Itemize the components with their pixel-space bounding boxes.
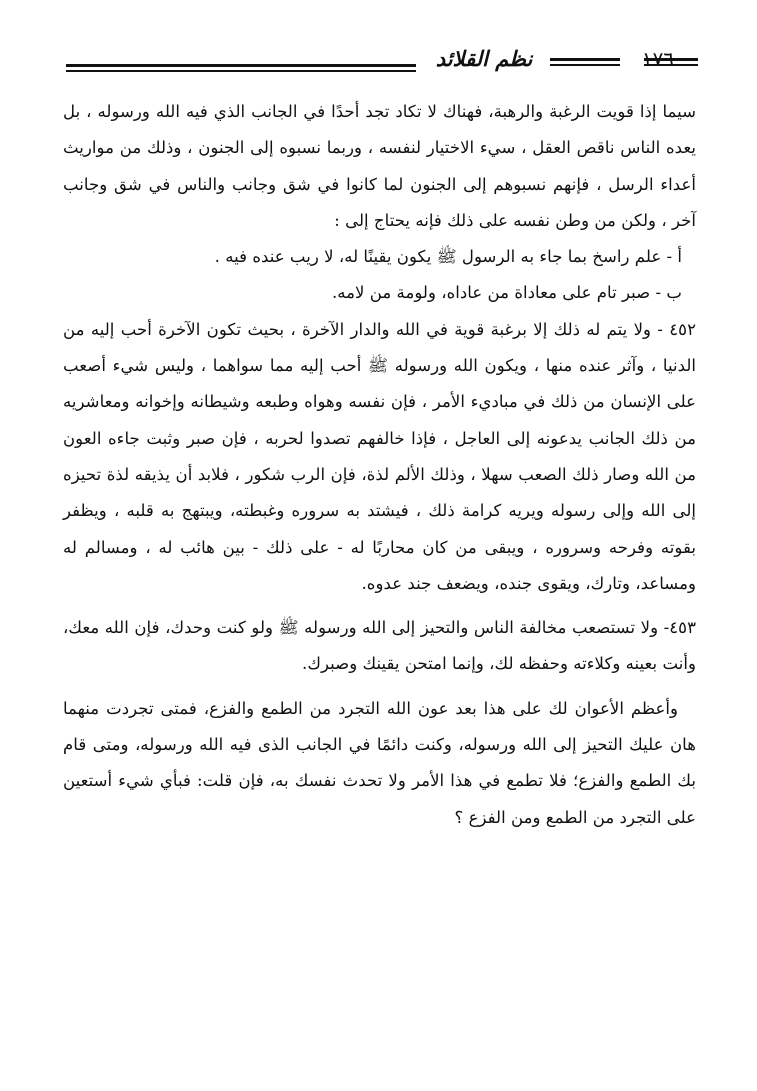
header-rule-mid-thick	[550, 58, 620, 61]
header-rule-left-thin	[66, 70, 416, 72]
paragraph-continuation: سيما إذا قويت الرغبة والرهبة، فهناك لا تكاد تجد أحدًا في الجانب الذي فيه الله ورسوله ، بل يعده الناس ناقص العقل ، سيء الاختيار لنفسه ، وربما نسبوه إلى الجنون ، وذلك من مواريث أعداء الرسل ، فإنهم نسبوهم إلى الجنون لما كانوا في شق وجانب والناس في شق وجانب آخر ، ولكن من وطن نفسه على ذلك فإنه يحتاج إلى :	[63, 102, 696, 230]
numbered-paragraph-453: ٤٥٣- ولا تستصعب مخالفة الناس والتحيز إلى الله ورسوله ﷺ ولو كنت وحدك، فإن الله معك، وأنت بعينه وكلاءته وحفظه لك، وإنما امتحن يقينك وصبرك.	[63, 618, 696, 674]
header-rule-mid-thin	[550, 64, 620, 66]
numbered-paragraph-452: ٤٥٢ - ولا يتم له ذلك إلا برغبة قوية في الله والدار الآخرة ، بحيث تكون الآخرة أحب إليه من الدنيا ، وآثر عنده منها ، ويكون الله ورسوله ﷺ أحب إليه مما سواهما ، وليس شيء أصعب على الإنسان من ذلك في مباديء الأمر ، فإن نفسه وهواه وطبعه وشيطانه وإخوانه ومعاشريه من ذلك الجانب يدعونه إلى العاجل ، فإذا خالفهم تصدوا لحربه ، فإن صبر وثبت جاءه العون من الله وصار ذلك الصعب سهلا ، وذلك الألم لذة، فإن الرب شكور ، فلابد أن يذيقه لذة تحيزه إلى الله وإلى رسوله ويريه كرامة ذلك ، فيشتد به سروره وغبطته، ويبتهج به قلبه ، ويظفر بقوته وفرحه وسروره ، ويبقى من كان محاربًا له - على ذلك - بين هائب له ، ومسالم له ومساعد، وتارك، ويقوى جنده، ويضعف جند عدوه.	[63, 319, 696, 593]
list-item-b: ب - صبر تام على معاداة من عاداه، ولومة من لامه.	[331, 283, 682, 303]
page-number: ١٧٦	[641, 47, 675, 71]
paragraph-final: وأعظم الأعوان لك على هذا بعد عون الله التجرد من الطمع والفزع، فمتى تجردت منهما هان عليك التحيز إلى الله ورسوله، وكنت دائمًا في الجانب الذى فيه الله ورسوله، ومتى قام بك الطمع والفزع؛ فلا تطمع في هذا الأمر ولا تحدث نفسك به، فإن قلت: فبأي شيء أستعين على التجرد من الطمع ومن الفزع ؟	[63, 698, 696, 827]
running-header	[66, 44, 698, 84]
header-rule-left-thick	[66, 64, 416, 67]
page-body	[63, 94, 696, 836]
book-title: نظم القلائد	[435, 46, 533, 71]
list-item-a: أ - علم راسخ بما جاء به الرسول ﷺ يكون يقينًا له، لا ريب عنده فيه .	[214, 247, 682, 267]
